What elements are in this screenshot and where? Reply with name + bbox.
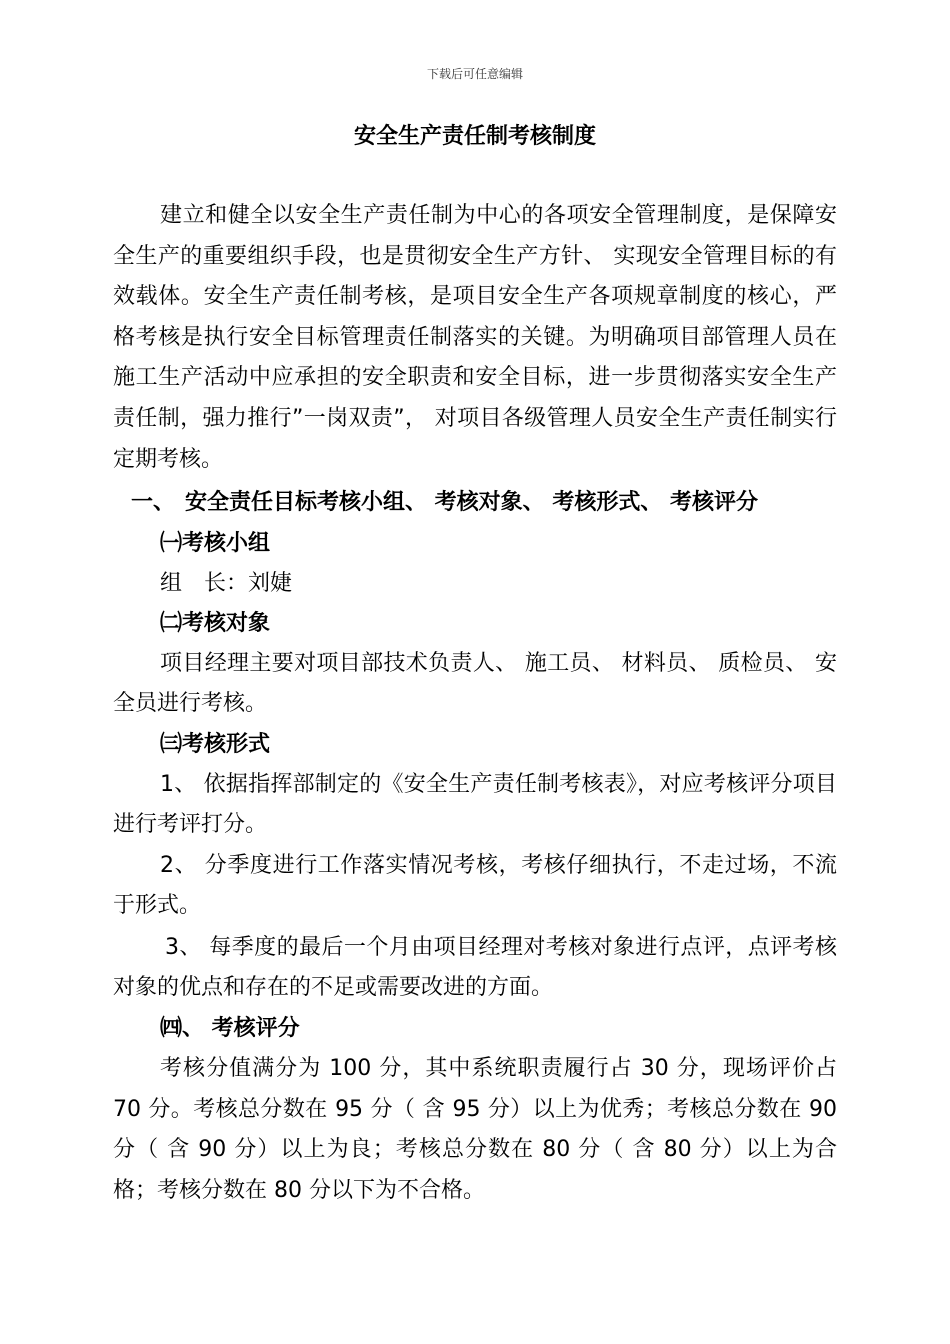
group-leader: 组 长：刘婕	[160, 571, 293, 596]
assessment-form-item-1: 1、 依据指挥部制定的《安全生产责任制考核表》，对应考核评分项目进行考评打分。	[113, 772, 837, 838]
document-title: 安全生产责任制考核制度	[353, 124, 596, 149]
header-note: 下载后可任意编辑	[426, 67, 523, 81]
assessment-targets-text: 项目经理主要对项目部技术负责人、 施工员、 材料员、 质检员、 安全员进行考核。	[113, 651, 837, 717]
assessment-form-item-2: 2、 分季度进行工作落实情况考核，考核仔细执行，不走过场，不流于形式。	[113, 853, 837, 919]
subheading-scoring: ㈣、 考核评分	[160, 1016, 300, 1041]
subheading-assessment-group: ㈠考核小组	[160, 531, 271, 556]
section-number: 一、	[131, 490, 176, 515]
scoring-text: 考核分值满分为 100 分，其中系统职责履行占 30 分，现场评价占 70 分。考核总分数在 95 分（ 含 95 分）以上为优秀；考核总分数在 90 分（ 含 90 分）以上为良；考核总分数在 80 分（ 含 80 分）以上为合格；考核分数在 80 分以下为不合格。	[113, 1056, 837, 1203]
subheading-assessment-form: ㈢考核形式	[160, 732, 271, 757]
assessment-form-item-3: 3、 每季度的最后一个月由项目经理对考核对象进行点评，点评考核对象的优点和存在的不足或需要改进的方面。	[113, 935, 837, 1001]
subheading-assessment-targets: ㈡考核对象	[160, 611, 271, 636]
section-heading-text: 安全责任目标考核小组、 考核对象、 考核形式、 考核评分	[185, 490, 758, 515]
intro-paragraph: 建立和健全以安全生产责任制为中心的各项安全管理制度，是保障安全生产的重要组织手段，也是贯彻安全生产方针、 实现安全管理目标的有效载体。安全生产责任制考核，是项目安全生产各项规章制度的核心，严格考核是执行安全目标管理责任制落实的关键。为明确项目部管理人员在施工生产活动中应承担的安全职责和安全目标，进一步贯彻落实安全生产责任制，强力推行”一岗双责”， 对项目各级管理人员安全生产责任制实行定期考核。	[113, 203, 837, 472]
